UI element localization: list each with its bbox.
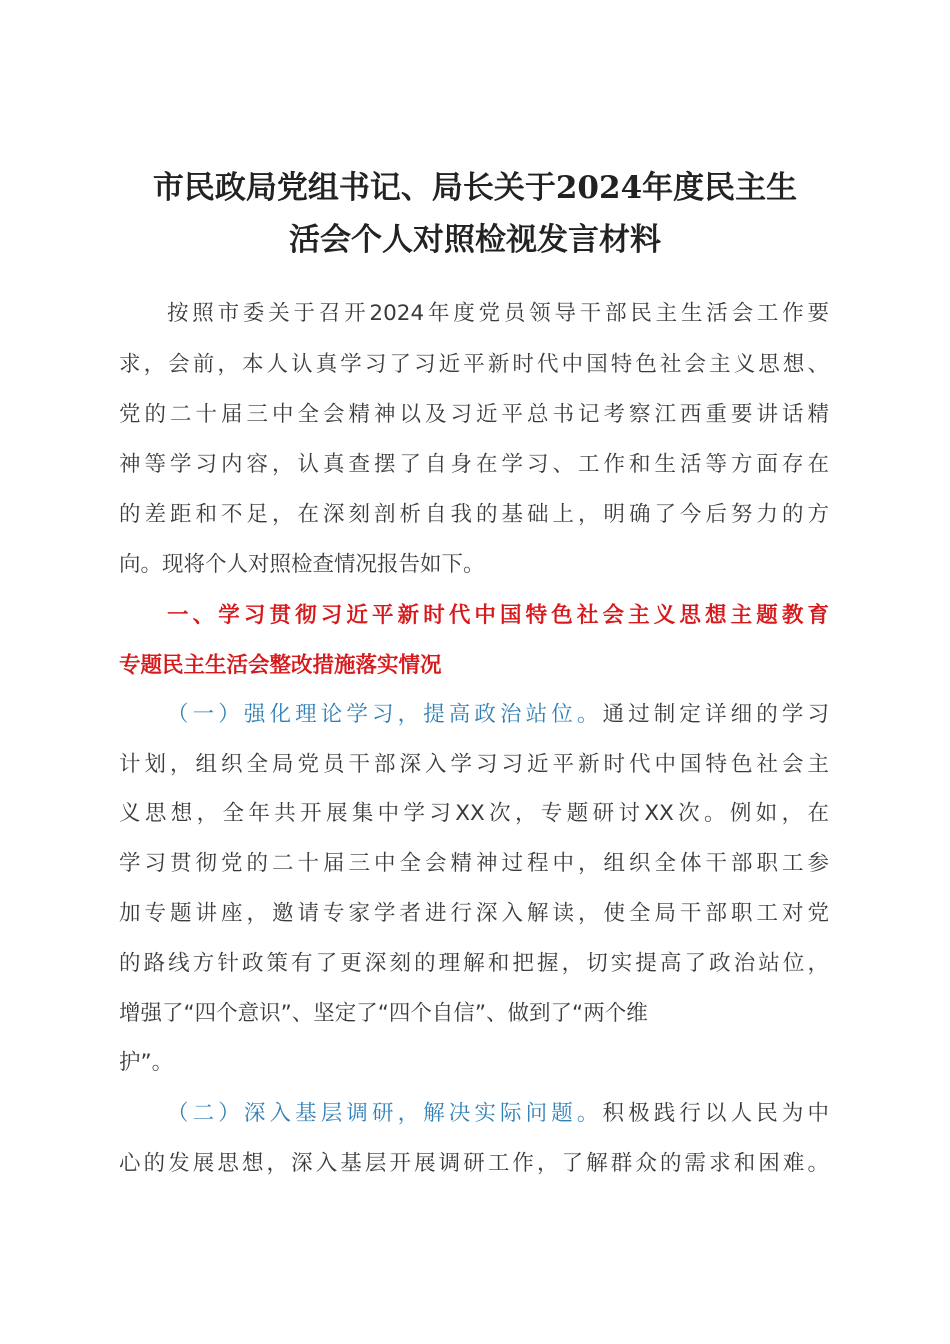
intro-line: 求，会前，本人认真学习了习近平新时代中国特色社会主义思想、 bbox=[119, 352, 829, 377]
item-1-subheading: （一）强化理论学习，提高政治站位。 bbox=[167, 702, 603, 727]
item-1-line: 义思想，全年共开展集中学习XX次，专题研讨XX次。例如，在 bbox=[119, 801, 829, 826]
document-title-line-2: 活会个人对照检视发言材料 bbox=[289, 222, 661, 258]
item-2-first-line bbox=[167, 1099, 829, 1129]
item-2-line: 心的发展思想，深入基层开展调研工作，了解群众的需求和困难。 bbox=[119, 1151, 829, 1176]
item-1-line: 加专题讲座，邀请专家学者进行深入解读，使全局干部职工对党 bbox=[119, 901, 829, 926]
intro-line: 党的二十届三中全会精神以及习近平总书记考察江西重要讲话精 bbox=[119, 402, 829, 427]
intro-line: 的差距和不足，在深刻剖析自我的基础上，明确了今后努力的方 bbox=[119, 502, 829, 527]
item-2-first-text: 积极践行以人民为中 bbox=[602, 1101, 829, 1126]
item-1-line: 增强了“四个意识”、坚定了“四个自信”、做到了“两个维 bbox=[119, 1001, 648, 1026]
section-heading-line: 一、学习贯彻习近平新时代中国特色社会主义思想主题教育 bbox=[167, 603, 829, 628]
document-title-line-1: 市民政局党组书记、局长关于2024年度民主生 bbox=[152, 170, 798, 206]
section-heading-line: 专题民主生活会整改措施落实情况 bbox=[119, 653, 442, 678]
intro-line: 按照市委关于召开2024年度党员领导干部民主生活会工作要 bbox=[167, 301, 829, 326]
item-1-line: 学习贯彻党的二十届三中全会精神过程中，组织全体干部职工参 bbox=[119, 851, 829, 876]
item-1-first-line bbox=[167, 700, 829, 730]
item-2-subheading: （二）深入基层调研，解决实际问题。 bbox=[167, 1101, 603, 1126]
item-1-line: 计划，组织全局党员干部深入学习习近平新时代中国特色社会主 bbox=[119, 752, 829, 777]
intro-line: 神等学习内容，认真查摆了自身在学习、工作和生活等方面存在 bbox=[119, 452, 829, 477]
item-1-first-text: 通过制定详细的学习 bbox=[602, 702, 829, 727]
item-1-line: 的路线方针政策有了更深刻的理解和把握，切实提高了政治站位， bbox=[119, 951, 829, 976]
item-1-line: 护”。 bbox=[119, 1050, 174, 1075]
intro-line: 向。现将个人对照检查情况报告如下。 bbox=[119, 552, 485, 577]
